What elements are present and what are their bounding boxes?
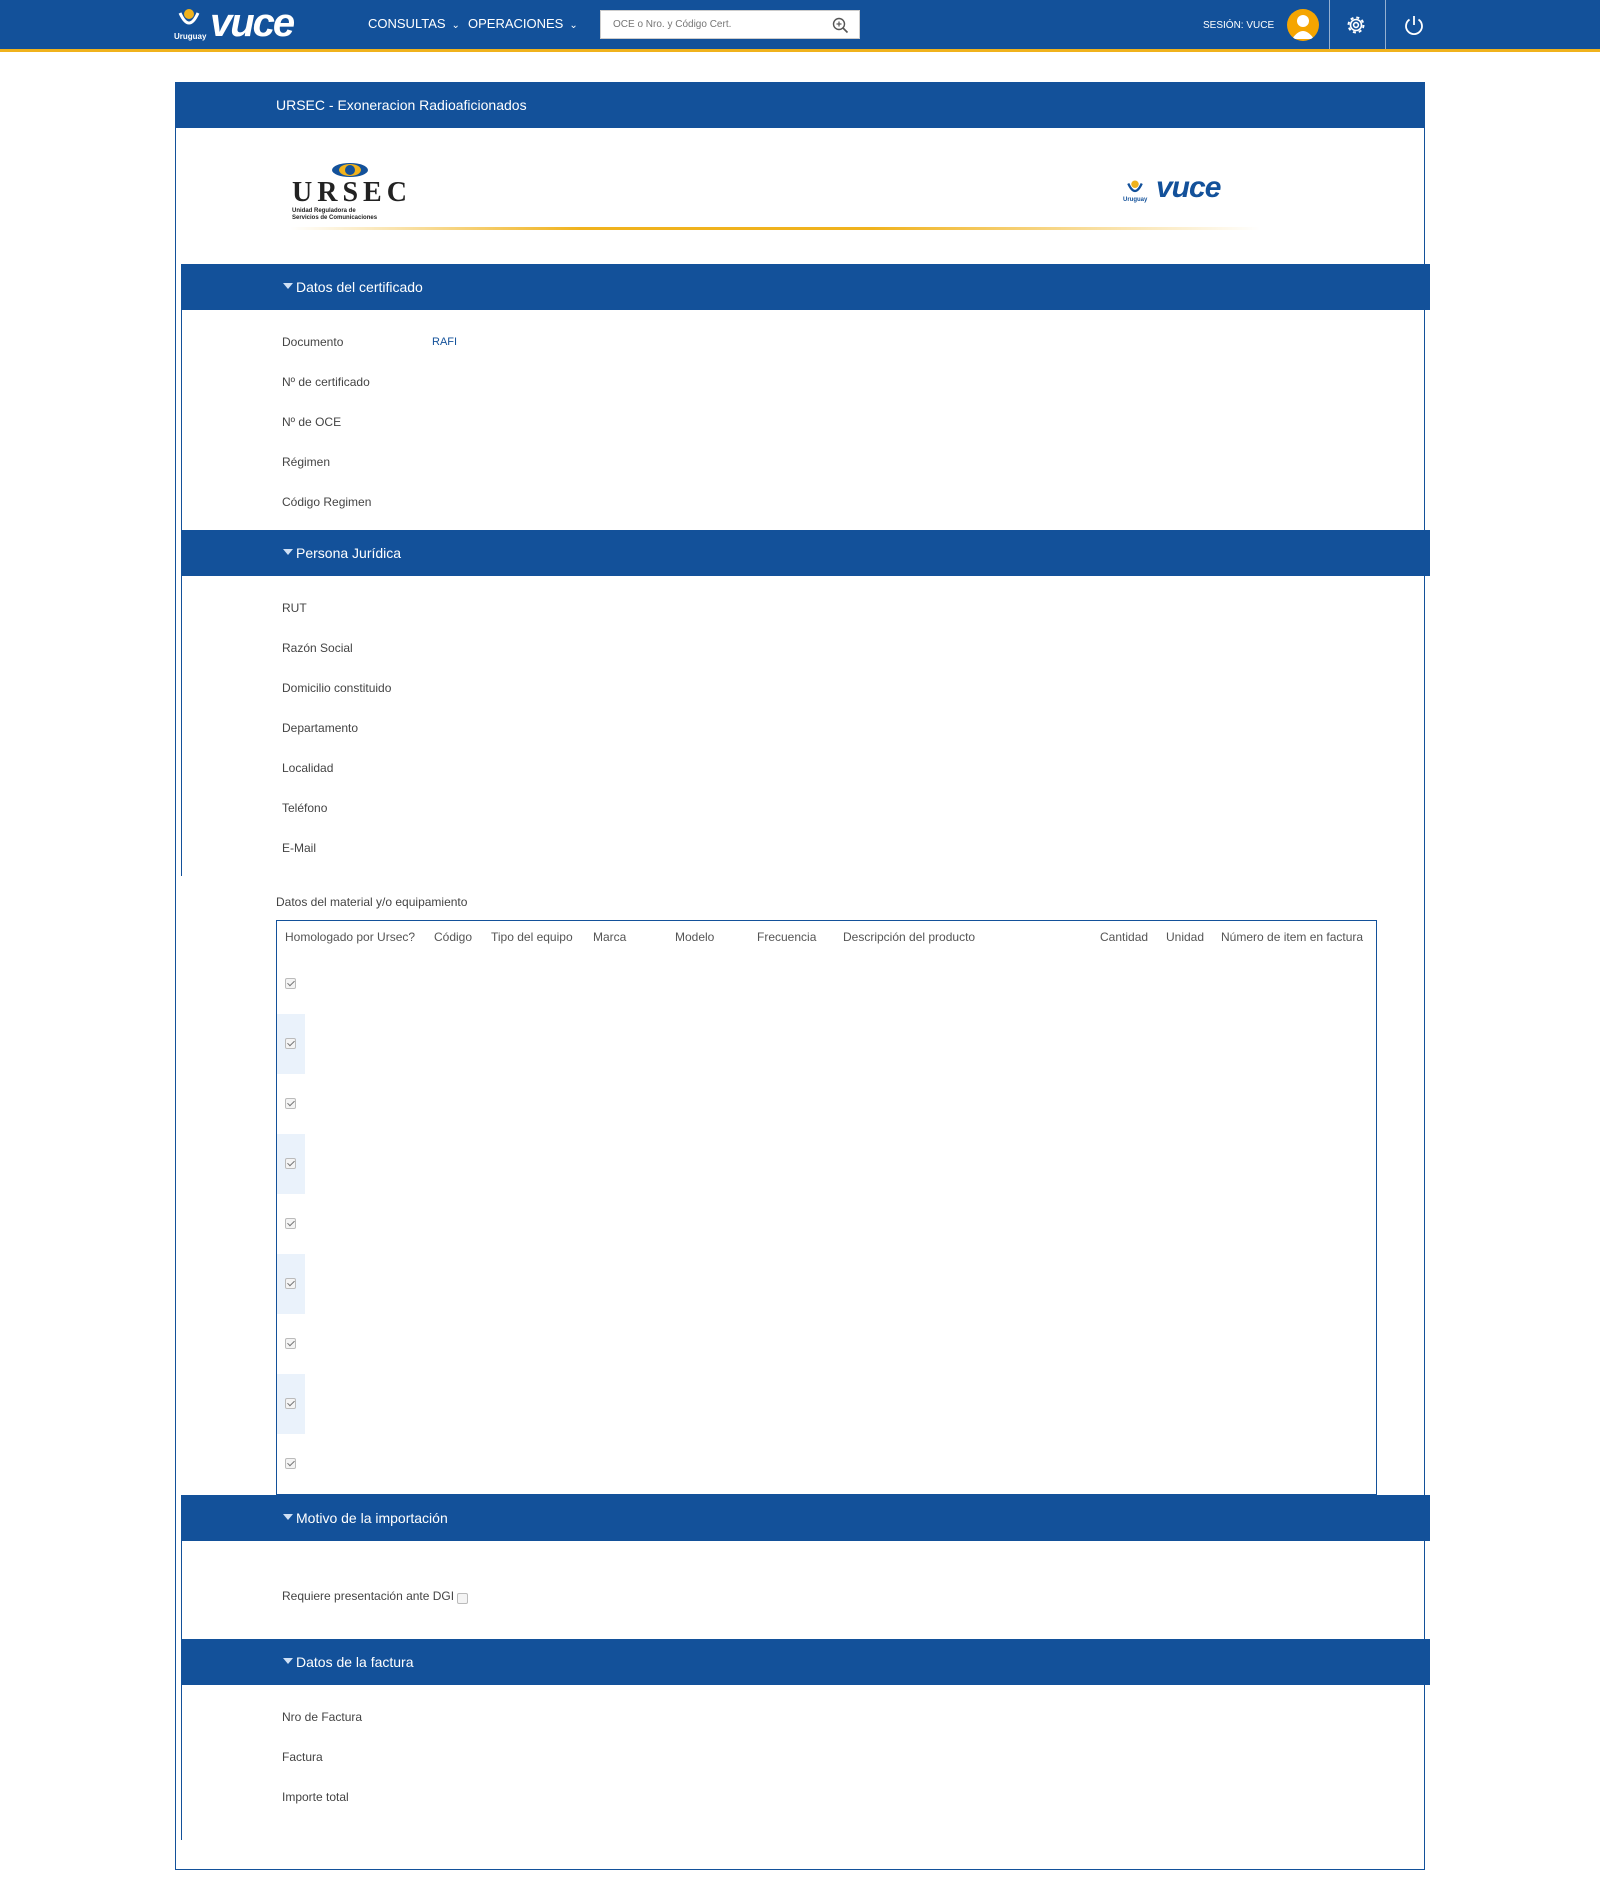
field-label-domicilio: Domicilio constituido: [282, 681, 392, 695]
section-datos-factura[interactable]: [181, 1639, 1430, 1685]
column-header[interactable]: Código: [434, 930, 473, 944]
column-header[interactable]: Homologado por Ursec?: [285, 930, 416, 944]
menu-operaciones-label: OPERACIONES: [468, 16, 564, 31]
field-label-nro-certificado: Nº de certificado: [282, 375, 370, 389]
field-label-codigo-regimen: Código Regimen: [282, 495, 372, 509]
column-header[interactable]: Marca: [593, 930, 627, 944]
checkbox-homologado[interactable]: [285, 1158, 296, 1169]
session-label: SESIÓN: VUCE: [1203, 20, 1275, 31]
ursec-logo-subtitle: [292, 208, 377, 222]
field-label-telefono: Teléfono: [282, 801, 328, 815]
column-header[interactable]: Modelo: [675, 930, 715, 944]
uruguay-shield-icon: [1126, 179, 1144, 197]
section-datos-certificado[interactable]: [181, 264, 1430, 310]
checkbox-homologado[interactable]: [285, 1278, 296, 1289]
search-icon[interactable]: [831, 16, 849, 34]
section-title: Persona Jurídica: [296, 545, 402, 561]
field-label-regimen: Régimen: [282, 455, 331, 469]
menu-operaciones[interactable]: [468, 16, 578, 31]
nav-divider: [1385, 0, 1386, 49]
triangle-down-icon: [283, 1658, 293, 1664]
page-title: URSEC - Exoneracion Radioaficionados: [276, 97, 527, 113]
column-header[interactable]: Cantidad: [1100, 930, 1149, 944]
checkbox-homologado[interactable]: [285, 1398, 296, 1409]
brand-word: vuce: [210, 1, 294, 45]
checkbox-requiere-dgi[interactable]: [457, 1593, 468, 1604]
nav-divider: [1329, 0, 1330, 49]
section-title: Datos de la factura: [296, 1654, 414, 1670]
section-persona-juridica[interactable]: [181, 530, 1430, 576]
material-table[interactable]: [276, 920, 1377, 1495]
field-label-factura: Factura: [282, 1750, 323, 1764]
ursec-logo-sub-2: Servicios de Comunicaciones: [292, 215, 378, 221]
ursec-emblem-icon: [330, 161, 370, 177]
checkbox-homologado[interactable]: [285, 1038, 296, 1049]
field-label-requiere-dgi: Requiere presentación ante DGI: [282, 1589, 455, 1603]
column-header[interactable]: Unidad: [1166, 930, 1205, 944]
ursec-logo: [290, 161, 410, 221]
chevron-down-icon: ⌄: [451, 20, 460, 31]
vuce-logo[interactable]: [174, 1, 324, 45]
triangle-down-icon: [283, 283, 293, 289]
checkbox-homologado[interactable]: [285, 978, 296, 989]
checkbox-homologado[interactable]: [285, 1218, 296, 1229]
ursec-logo-word: URSEC: [292, 177, 412, 208]
vuce-logo-small: [1122, 171, 1242, 205]
section-border: [181, 310, 182, 530]
section-border: [181, 1541, 182, 1639]
field-label-rut: RUT: [282, 601, 307, 615]
gear-icon[interactable]: [1344, 13, 1368, 37]
top-navbar: [0, 0, 1600, 52]
column-header[interactable]: Descripción del producto: [843, 930, 976, 944]
field-label-importe-total: Importe total: [282, 1790, 349, 1804]
brand-country: Uruguay: [174, 32, 207, 41]
section-title: Motivo de la importación: [296, 1510, 448, 1526]
power-icon[interactable]: [1402, 13, 1426, 37]
ursec-logo-sub-1: Unidad Reguladora de: [292, 208, 356, 214]
avatar[interactable]: [1287, 9, 1319, 41]
field-label-nro-factura: Nro de Factura: [282, 1710, 363, 1724]
vuce-logo-word: vuce: [1156, 171, 1221, 204]
column-header[interactable]: Frecuencia: [757, 930, 817, 944]
section-title: Datos del certificado: [296, 279, 423, 295]
field-label-departamento: Departamento: [282, 721, 359, 735]
user-icon: [1287, 9, 1319, 41]
column-header[interactable]: Tipo del equipo: [491, 930, 573, 944]
section-border: [181, 576, 182, 876]
field-label-nro-oce: Nº de OCE: [282, 415, 342, 429]
checkbox-homologado[interactable]: [285, 1338, 296, 1349]
field-label-razon-social: Razón Social: [282, 641, 353, 655]
triangle-down-icon: [283, 1514, 293, 1520]
vuce-logo-country: Uruguay: [1123, 197, 1148, 203]
field-label-documento: Documento: [282, 335, 344, 349]
field-label-email: E-Mail: [282, 841, 317, 855]
panel-title-bar: [175, 82, 1425, 128]
search-box: [600, 10, 860, 39]
menu-consultas[interactable]: [368, 16, 460, 31]
search-input[interactable]: [601, 11, 828, 38]
uruguay-shield-icon: [178, 7, 200, 31]
menu-consultas-label: CONSULTAS: [368, 16, 446, 31]
checkbox-homologado[interactable]: [285, 1098, 296, 1109]
chevron-down-icon: ⌄: [569, 20, 578, 31]
triangle-down-icon: [283, 549, 293, 555]
field-value-documento: RAFI: [432, 336, 458, 348]
field-label-localidad: Localidad: [282, 761, 334, 775]
material-section-label: Datos del material y/o equipamiento: [276, 895, 468, 909]
section-border: [181, 1685, 182, 1840]
logo-divider: [290, 227, 1260, 230]
column-header[interactable]: Número de item en factura: [1221, 930, 1364, 944]
section-motivo-importacion[interactable]: [181, 1495, 1430, 1541]
checkbox-homologado[interactable]: [285, 1458, 296, 1469]
